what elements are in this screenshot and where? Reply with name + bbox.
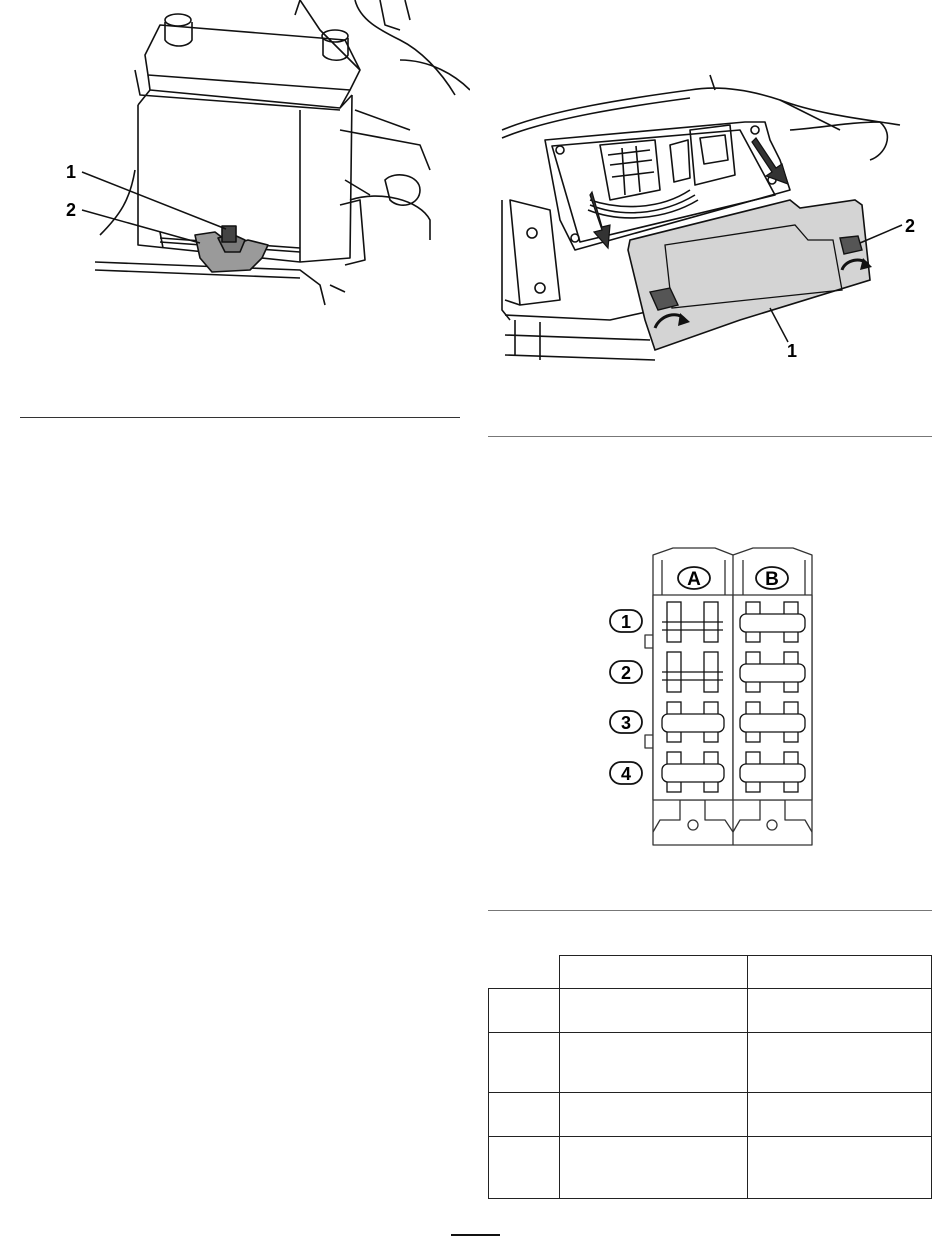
fuse-block-diagram (600, 540, 830, 850)
row-label-1: 1 (620, 612, 632, 632)
table-cell (748, 1093, 932, 1137)
divider-left (20, 417, 460, 418)
fuse-table (488, 955, 932, 1199)
column-label-b: B (765, 569, 779, 590)
table-row-label (489, 1137, 560, 1199)
table-cell (560, 1033, 748, 1093)
table-row-label (489, 1093, 560, 1137)
table-cell (748, 1033, 932, 1093)
row-label-3: 3 (620, 713, 632, 733)
table-row (489, 1137, 932, 1199)
divider-right-top (488, 436, 932, 437)
table-row (489, 1033, 932, 1093)
table-cell (748, 989, 932, 1033)
fuse-cover-illustration (490, 60, 950, 380)
battery-callout-2: 2 (66, 200, 77, 220)
battery-callout-1: 1 (66, 162, 77, 182)
table-header-row (489, 956, 932, 989)
column-label-a: A (687, 569, 701, 590)
table-row (489, 989, 932, 1033)
table-cell (560, 989, 748, 1033)
table-row-label (489, 1033, 560, 1093)
table-header-col-a (560, 956, 748, 989)
table-row-label (489, 989, 560, 1033)
table-cell (560, 1093, 748, 1137)
figure-battery-hold-down (0, 0, 470, 400)
figure-fuse-block (600, 540, 830, 850)
page-number-rule (451, 1234, 500, 1236)
table-row (489, 1093, 932, 1137)
figure-fuse-cover (490, 60, 950, 380)
row-label-4: 4 (620, 764, 632, 784)
table-header-col-b (748, 956, 932, 989)
cover-callout-2: 2 (905, 216, 916, 236)
divider-right-bottom (488, 910, 932, 911)
table-cell (748, 1137, 932, 1199)
row-label-2: 2 (620, 663, 632, 683)
cover-callout-1: 1 (787, 341, 798, 361)
table-cell (560, 1137, 748, 1199)
table-header-corner (489, 956, 560, 989)
battery-illustration (0, 0, 470, 400)
